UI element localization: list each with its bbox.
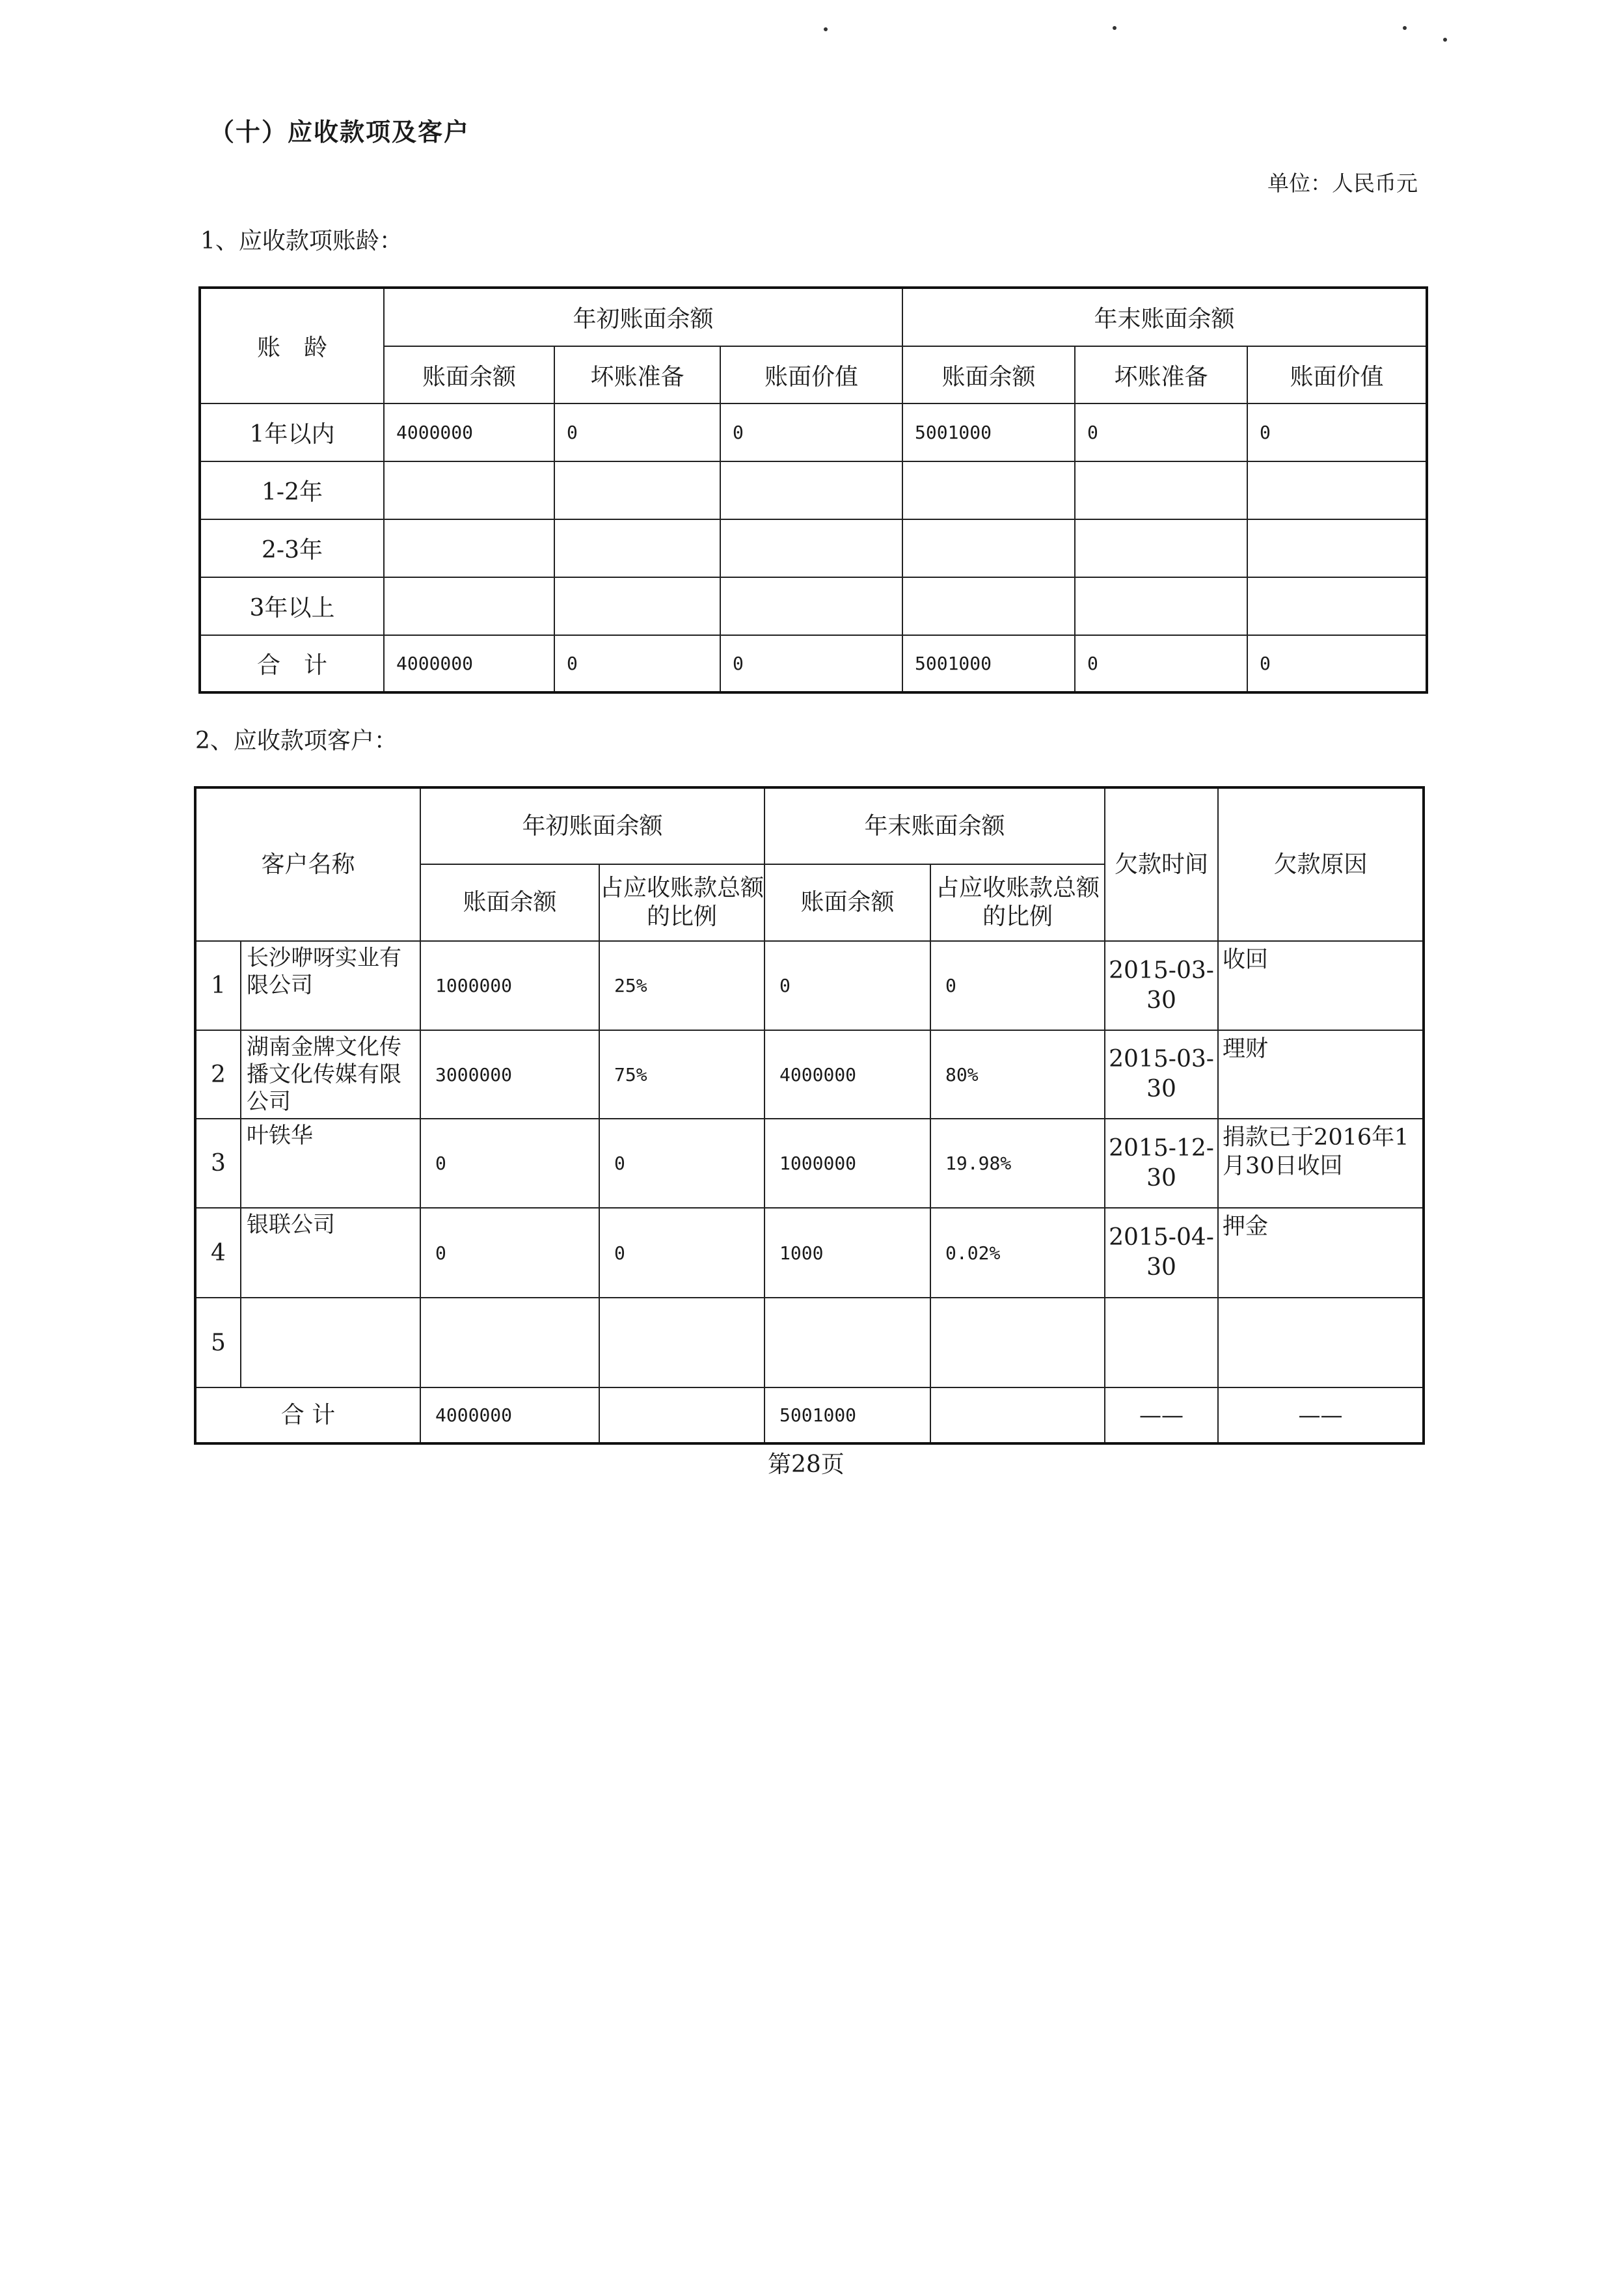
scan-speck	[1403, 26, 1407, 30]
aging-cell	[902, 519, 1075, 577]
aging-col-header: 坏账准备	[1075, 346, 1247, 403]
customer-name: 银联公司	[241, 1208, 420, 1298]
end-balance	[765, 1298, 930, 1387]
aging-cell: 0	[1247, 635, 1427, 692]
end-ratio: 80%	[930, 1030, 1105, 1119]
debt-reason: 押金	[1218, 1208, 1424, 1298]
total-end-balance: 5001000	[765, 1387, 930, 1443]
aging-cell	[384, 519, 554, 577]
scan-speck	[1113, 26, 1116, 30]
unit-label: 单位：人民币元	[1267, 171, 1418, 196]
aging-age-header: 账 龄	[200, 288, 384, 403]
customers-col-header: 占应收账款总额的比例	[930, 864, 1105, 941]
total-end-ratio	[930, 1387, 1105, 1443]
debt-reason: 收回	[1218, 941, 1424, 1030]
begin-ratio: 0	[599, 1208, 765, 1298]
aging-cell	[384, 461, 554, 519]
total-reason: ——	[1218, 1387, 1424, 1443]
row-index: 4	[195, 1208, 241, 1298]
row-index: 5	[195, 1298, 241, 1387]
end-ratio: 0	[930, 941, 1105, 1030]
table-row	[200, 461, 1427, 519]
row-index: 1	[195, 941, 241, 1030]
customers-col-header: 账面余额	[765, 864, 930, 941]
end-balance: 0	[765, 941, 930, 1030]
aging-row-label: 3年以上	[200, 577, 384, 635]
aging-cell: 4000000	[384, 635, 554, 692]
end-ratio: 0.02%	[930, 1208, 1105, 1298]
aging-table	[198, 286, 1428, 694]
aging-group-begin: 年初账面余额	[384, 288, 902, 346]
aging-cell	[384, 577, 554, 635]
table-total-row	[195, 1387, 1424, 1443]
total-begin-balance: 4000000	[420, 1387, 599, 1443]
scan-speck	[1443, 38, 1447, 42]
debt-time-header: 欠款时间	[1105, 787, 1218, 941]
aging-cell	[1247, 577, 1427, 635]
debt-date: 2015-12-30	[1105, 1119, 1218, 1208]
customer-name: 叶铁华	[241, 1119, 420, 1208]
end-ratio: 19.98%	[930, 1119, 1105, 1208]
aging-cell	[554, 519, 720, 577]
table-row	[195, 1030, 1424, 1119]
customers-header-row	[195, 787, 1424, 864]
aging-cell	[1247, 519, 1427, 577]
debt-date: 2015-03-30	[1105, 1030, 1218, 1119]
aging-cell: 5001000	[902, 403, 1075, 461]
end-balance: 4000000	[765, 1030, 930, 1119]
aging-cell	[720, 519, 902, 577]
table-row	[200, 577, 1427, 635]
begin-balance: 1000000	[420, 941, 599, 1030]
aging-col-header: 账面价值	[720, 346, 902, 403]
table-row	[200, 403, 1427, 461]
table-row	[200, 519, 1427, 577]
customer-name: 长沙咿呀实业有限公司	[241, 941, 420, 1030]
aging-cell: 4000000	[384, 403, 554, 461]
aging-cell: 0	[1247, 403, 1427, 461]
customer-name	[241, 1298, 420, 1387]
customers-table	[194, 786, 1425, 1445]
begin-ratio: 75%	[599, 1030, 765, 1119]
aging-subheader-row	[200, 346, 1427, 403]
row-index: 2	[195, 1030, 241, 1119]
total-begin-ratio	[599, 1387, 765, 1443]
aging-group-end: 年末账面余额	[902, 288, 1427, 346]
end-balance: 1000000	[765, 1119, 930, 1208]
debt-date: 2015-03-30	[1105, 941, 1218, 1030]
aging-cell	[720, 461, 902, 519]
aging-row-label: 2-3年	[200, 519, 384, 577]
debt-date	[1105, 1298, 1218, 1387]
aging-cell	[720, 577, 902, 635]
debt-reason: 捐款已于2016年1月30日收回	[1218, 1119, 1424, 1208]
total-date: ——	[1105, 1387, 1218, 1443]
customers-col-header: 占应收账款总额的比例	[599, 864, 765, 941]
table-row	[195, 1119, 1424, 1208]
aging-cell	[902, 577, 1075, 635]
aging-cell	[902, 461, 1075, 519]
begin-balance: 0	[420, 1119, 599, 1208]
customers-group-begin: 年初账面余额	[420, 787, 765, 864]
customers-col-header: 账面余额	[420, 864, 599, 941]
aging-cell: 0	[1075, 403, 1247, 461]
page-number: 第28页	[768, 1451, 845, 1478]
aging-cell	[1075, 577, 1247, 635]
begin-ratio	[599, 1298, 765, 1387]
customer-name: 湖南金牌文化传播文化传媒有限公司	[241, 1030, 420, 1119]
debt-reason	[1218, 1298, 1424, 1387]
begin-ratio: 0	[599, 1119, 765, 1208]
aging-cell	[1247, 461, 1427, 519]
aging-col-header: 坏账准备	[554, 346, 720, 403]
end-balance: 1000	[765, 1208, 930, 1298]
aging-cell: 0	[720, 403, 902, 461]
aging-col-header: 账面价值	[1247, 346, 1427, 403]
debt-reason-header: 欠款原因	[1218, 787, 1424, 941]
row-index: 3	[195, 1119, 241, 1208]
aging-cell: 0	[554, 403, 720, 461]
table-row	[195, 1298, 1424, 1387]
end-ratio	[930, 1298, 1105, 1387]
begin-balance	[420, 1298, 599, 1387]
table-row	[195, 941, 1424, 1030]
debt-date: 2015-04-30	[1105, 1208, 1218, 1298]
aging-cell	[554, 461, 720, 519]
table-row	[195, 1208, 1424, 1298]
aging-cell	[554, 577, 720, 635]
aging-col-header: 账面余额	[902, 346, 1075, 403]
aging-cell: 5001000	[902, 635, 1075, 692]
aging-header-row	[200, 288, 1427, 346]
begin-balance: 0	[420, 1208, 599, 1298]
aging-row-label: 合 计	[200, 635, 384, 692]
total-label: 合 计	[195, 1387, 420, 1443]
scan-speck	[824, 27, 828, 31]
aging-col-header: 账面余额	[384, 346, 554, 403]
section-title: （十）应收款项及客户	[210, 117, 470, 146]
aging-cell: 0	[720, 635, 902, 692]
customers-group-end: 年末账面余额	[765, 787, 1105, 864]
debt-reason: 理财	[1218, 1030, 1424, 1119]
aging-cell	[1075, 519, 1247, 577]
aging-cell: 0	[554, 635, 720, 692]
table-total-row	[200, 635, 1427, 692]
begin-ratio: 25%	[599, 941, 765, 1030]
aging-row-label: 1-2年	[200, 461, 384, 519]
aging-cell	[1075, 461, 1247, 519]
customers-subtitle: 2、应收款项客户：	[195, 728, 398, 754]
customer-name-header: 客户名称	[195, 787, 420, 941]
aging-cell: 0	[1075, 635, 1247, 692]
aging-row-label: 1年以内	[200, 403, 384, 461]
aging-subtitle: 1、应收款项账龄：	[200, 228, 403, 254]
begin-balance: 3000000	[420, 1030, 599, 1119]
